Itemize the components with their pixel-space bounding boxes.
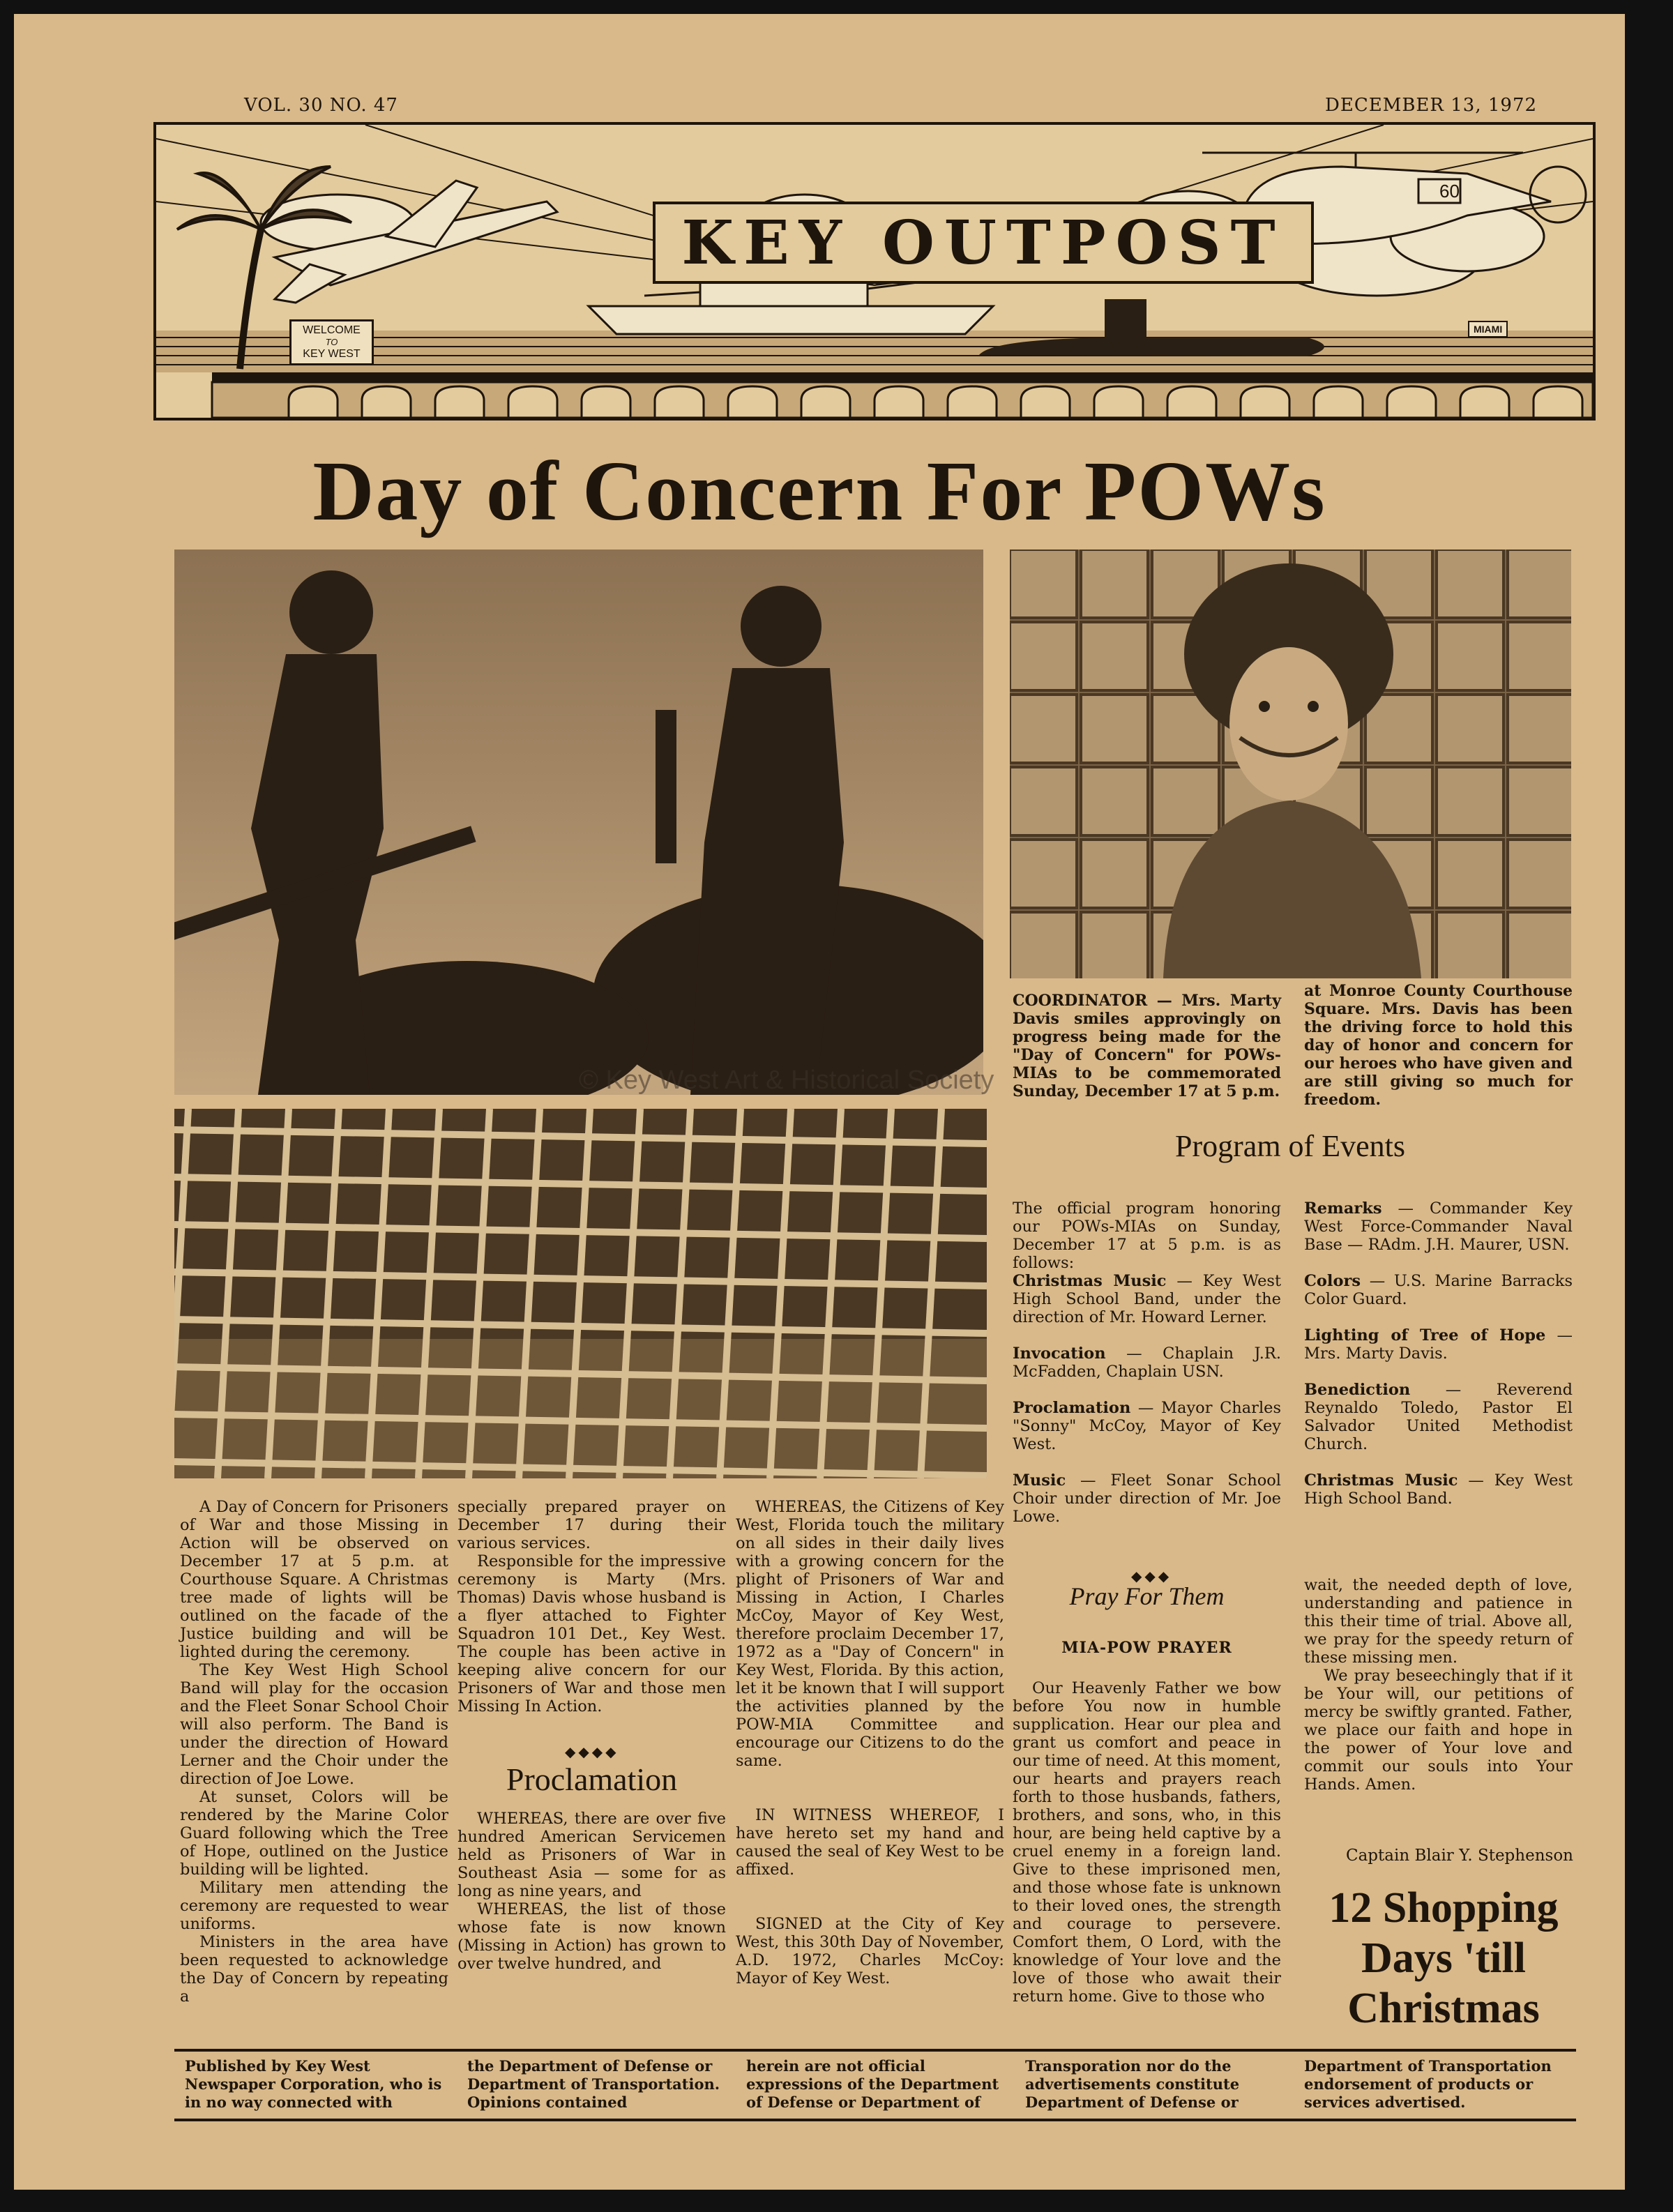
divider-ornament: ◆◆◆◆ xyxy=(565,1743,619,1760)
program-item-text: — Mayor Charles "Sonny" McCoy, Mayor of Key West. xyxy=(1013,1399,1281,1453)
proclamation-paragraph: WHEREAS, the list of those whose fate is now known (Missing in Action) has grown to over twelve hundred, and xyxy=(457,1900,726,1973)
welcome-sign xyxy=(289,319,374,365)
story-paragraph: The Key West High School Band will play for the occasion and the Fleet Sonar School Choir will also perform. The Band is under the direction of Howard Lerner and the Choir under the direction of Joe Lowe. xyxy=(180,1661,448,1788)
prayer-title: Pray For Them xyxy=(1069,1582,1225,1610)
program-item xyxy=(1304,1381,1573,1453)
helicopter-number: 60 xyxy=(1439,181,1460,202)
glass-block xyxy=(1365,695,1432,763)
proclamation-column-2 xyxy=(736,1498,1004,1987)
program-item-label: Music xyxy=(1013,1471,1066,1490)
bridge-arch xyxy=(1387,386,1436,418)
story-paragraph: Ministers in the area have been requested to acknowledge the Day of Concern by repeating a xyxy=(180,1933,448,2006)
bridge-arch xyxy=(362,386,411,418)
glass-block xyxy=(1152,767,1219,835)
bridge-arch xyxy=(1534,386,1582,418)
bridge-arch xyxy=(875,386,923,418)
prayer-paragraph: wait, the needed depth of love, understanding and patience in this their time of trial. Above all, we pray for the speedy return of these missing men. xyxy=(1304,1576,1573,1667)
program-item-text: — Fleet Sonar School Choir under direction of Mr. Joe Lowe. xyxy=(1013,1471,1281,1526)
welcome-sign-line: WELCOME xyxy=(303,324,361,336)
photo-caption-left xyxy=(1013,992,1281,1100)
main-headline: Day of Concern For POWs xyxy=(312,444,1326,538)
volume-number: VOL. 30 NO. 47 xyxy=(244,95,398,116)
glass-block xyxy=(1437,840,1504,908)
story-paragraph: A Day of Concern for Prisoners of War and those Missing in Action will be observed on December 17 at 5 p.m. at Courthouse Square. A Christmas tree made of lights will be outlined on the facade of the Justice building and will be lighted during the ceremony. xyxy=(180,1498,448,1661)
glass-block xyxy=(1508,767,1571,835)
glass-block xyxy=(1437,550,1504,618)
program-item-text: — Key West High School Band. xyxy=(1304,1471,1573,1508)
prayer-signature: Captain Blair Y. Stephenson xyxy=(1346,1847,1573,1865)
story-column-1 xyxy=(180,1498,448,2006)
proclamation-title: Proclamation xyxy=(506,1762,678,1797)
program-left-column xyxy=(1013,1199,1281,1544)
program-item xyxy=(1304,1272,1573,1308)
program-title: Program of Events xyxy=(1175,1129,1405,1163)
masthead-title-box xyxy=(653,202,1314,284)
glass-block xyxy=(1081,912,1148,978)
proclamation-paragraph: WHEREAS, there are over five hundred American Servicemen held as Prisoners of War in Southeast Asia — some for as long as nine years, and xyxy=(457,1810,726,1900)
bridge-arch xyxy=(1241,386,1289,418)
bridge-arch xyxy=(948,386,997,418)
glass-block xyxy=(1508,695,1571,763)
masthead-illustration xyxy=(153,122,1596,421)
program-item xyxy=(1013,1471,1281,1526)
bridge-arch xyxy=(1460,386,1509,418)
program-item xyxy=(1304,1199,1573,1254)
divider-ornament: ◆◆◆ xyxy=(1131,1568,1172,1584)
proclamation-paragraph: WHEREAS, the Citizens of Key West, Florida touch the military on all sides in their daily lives with a growing concern for the plight of Prisoners of War and Missing in Action, I Charles McCoy, Mayor of Key West, therefore proclaim December 17, 1972 as a "Day of Concern" in Key West, Florida. By this action, let it be known that I will support the activities planned by the POW-MIA Committee and encourage our Citizens to do the same. xyxy=(736,1498,1004,1770)
footer-top-rule xyxy=(174,2049,1576,2052)
program-item-label: Christmas Music xyxy=(1304,1471,1458,1490)
welcome-sign-line: KEY WEST xyxy=(303,348,361,360)
photo-bamboo-cage xyxy=(174,1109,987,1478)
glass-block xyxy=(1365,767,1432,835)
story-paragraph: specially prepared prayer on December 17 during their various services. xyxy=(457,1498,726,1552)
program-item-label: Invocation xyxy=(1013,1344,1106,1363)
program-item-text: — Chaplain J.R. McFadden, Chaplain USN. xyxy=(1013,1344,1281,1381)
photo-soldiers-silhouette xyxy=(174,550,983,1095)
glass-block xyxy=(1010,550,1077,618)
glass-block xyxy=(1437,695,1504,763)
bridge-arch xyxy=(435,386,484,418)
program-intro: The official program honoring our POWs-MIAs on Sunday, December 17 at 5 p.m. is as follows: xyxy=(1013,1199,1281,1272)
program-item-text: — Mrs. Marty Davis. xyxy=(1304,1326,1573,1363)
glass-block xyxy=(1081,622,1148,690)
program-item xyxy=(1013,1272,1281,1326)
shopping-line: 12 Shopping xyxy=(1328,1884,1559,1932)
program-right-column xyxy=(1304,1199,1573,1526)
cage-image xyxy=(174,1109,987,1478)
portrait-image xyxy=(1010,550,1571,978)
glass-block xyxy=(1010,622,1077,690)
program-item-label: Proclamation xyxy=(1013,1399,1131,1417)
program-item-text: — Reverend Reynaldo Toledo, Pastor El Salvador United Methodist Church. xyxy=(1304,1381,1573,1453)
program-item-text: — Key West High School Band, under the direction of Mr. Howard Lerner. xyxy=(1013,1272,1281,1326)
footer-column: the Department of Defense or Department of Transportation. Opinions contained xyxy=(467,2057,720,2111)
miami-sign: MIAMI xyxy=(1468,321,1508,338)
program-item-label: Lighting of Tree of Hope xyxy=(1304,1326,1546,1344)
program-item xyxy=(1013,1344,1281,1381)
program-item xyxy=(1304,1471,1573,1508)
prayer-paragraph: We pray beseechingly that if it be Your will, our petitions of mercy be swiftly granted. Father, we place our faith and hope in the power of Your love and commit our souls into Your Hands. Amen. xyxy=(1304,1667,1573,1794)
bridge-arch xyxy=(801,386,850,418)
bridge-arch xyxy=(1314,386,1363,418)
program-item-label: Remarks xyxy=(1304,1199,1382,1218)
bridge-arch xyxy=(1167,386,1216,418)
program-item-text: — Commander Key West Force-Commander Naval Base — RAdm. J.H. Maurer, USN. xyxy=(1304,1199,1573,1254)
footer-bottom-rule xyxy=(174,2119,1576,2121)
glass-block xyxy=(1437,622,1504,690)
glass-block xyxy=(1437,912,1504,978)
newspaper-title: KEY OUTPOST xyxy=(681,207,1285,278)
caption-label: COORDINATOR — xyxy=(1013,992,1182,1010)
bridge-arch xyxy=(508,386,557,418)
prayer-column-2 xyxy=(1304,1576,1573,1794)
program-item xyxy=(1013,1399,1281,1453)
program-item-label: Benediction xyxy=(1304,1381,1411,1399)
story-paragraph: At sunset, Colors will be rendered by the Marine Color Guard following which the Tree of Hope, outlined on the Justice building will be lighted. xyxy=(180,1788,448,1879)
photo-caption-right: at Monroe County Courthouse Square. Mrs. Davis has been the driving force to hold this day of honor and concern for our heroes who have given and are still giving so much for freedom. xyxy=(1304,982,1573,1109)
glass-block xyxy=(1081,767,1148,835)
footer-column: Transporation nor do the advertisements constitute Department of Defense or xyxy=(1025,2057,1240,2111)
story-paragraph: Military men attending the ceremony are requested to wear uniforms. xyxy=(180,1879,448,1933)
caption-text: Mrs. Marty Davis smiles approvingly on progress being made for the "Day of Concern" for POWs-MIAs to be commemorated Sunday, December 17 at 5 p.m. xyxy=(1013,992,1281,1100)
program-item xyxy=(1304,1326,1573,1363)
glass-block xyxy=(1508,622,1571,690)
prayer-subtitle: MIA-POW PRAYER xyxy=(1061,1639,1232,1657)
proclamation-paragraph: SIGNED at the City of Key West, this 30th Day of November, A.D. 1972, Charles McCoy: Mayor of Key West. xyxy=(736,1915,1004,1987)
glass-block xyxy=(1010,767,1077,835)
prayer-column-1 xyxy=(1013,1679,1281,2006)
glass-block xyxy=(1081,550,1148,618)
prayer-paragraph: Our Heavenly Father we bow before You now in humble supplication. Hear our plea and grant us comfort and peace in our time of need. At this moment, our hearts and prayers reach forth to those husbands, fathers, brothers, and sons, who, in this hour, are being held captive by a cruel enemy in a foreign land. Give to these imprisoned men, and those whose fate is unknown to their loved ones, the strength and courage to persevere. Comfort them, O Lord, with the knowledge of Your love and the love of those who await their return home. Give to those who xyxy=(1013,1679,1281,2006)
program-item-text: — U.S. Marine Barracks Color Guard. xyxy=(1304,1272,1573,1308)
glass-block xyxy=(1508,550,1571,618)
glass-block xyxy=(1010,840,1077,908)
proclamation-paragraph: IN WITNESS WHEREOF, I have hereto set my hand and caused the seal of Key West to be affixed. xyxy=(736,1806,1004,1879)
glass-block xyxy=(1081,840,1148,908)
photo-marty-davis-portrait xyxy=(1010,550,1571,978)
footer-column: herein are not official expressions of the Department of Defense or Department of xyxy=(746,2057,999,2111)
bridge-arch xyxy=(728,386,777,418)
story-column-2 xyxy=(457,1498,726,1715)
copyright-watermark: © Key West Art & Historical Society xyxy=(579,1066,994,1095)
program-item-label: Colors xyxy=(1304,1272,1361,1290)
bridge-arch xyxy=(655,386,704,418)
issue-date: DECEMBER 13, 1972 xyxy=(1325,95,1538,116)
program-item-label: Christmas Music xyxy=(1013,1272,1167,1290)
glass-block xyxy=(1081,695,1148,763)
glass-block xyxy=(1508,912,1571,978)
glass-block xyxy=(1010,695,1077,763)
welcome-sign-line: TO xyxy=(325,337,338,347)
proclamation-column-1 xyxy=(457,1810,726,1973)
bridge-arch xyxy=(582,386,630,418)
newspaper-page xyxy=(14,14,1625,2190)
story-paragraph: Responsible for the impressive ceremony is Marty (Mrs. Thomas) Davis whose husband is a flyer attached to Fighter Squadron 101 Det., Key West. The couple has been active in keeping alive concern for our Prisoners of War and those men Missing In Action. xyxy=(457,1552,726,1715)
shopping-line: Days 'till xyxy=(1361,1934,1526,1982)
bridge-arch xyxy=(289,386,338,418)
bridge-arch xyxy=(1021,386,1070,418)
footer-column: Published by Key West Newspaper Corporation, who is in no way connected with xyxy=(185,2057,442,2111)
glass-block xyxy=(1508,840,1571,908)
shopping-line: Christmas xyxy=(1347,1985,1540,2032)
shopping-days-box xyxy=(1311,1883,1576,2033)
glass-block xyxy=(1010,912,1077,978)
bridge-arch xyxy=(1094,386,1143,418)
footer-column: Department of Transportation endorsement of products or services advertised. xyxy=(1304,2057,1552,2111)
soldiers-image xyxy=(174,550,983,1095)
glass-block xyxy=(1437,767,1504,835)
